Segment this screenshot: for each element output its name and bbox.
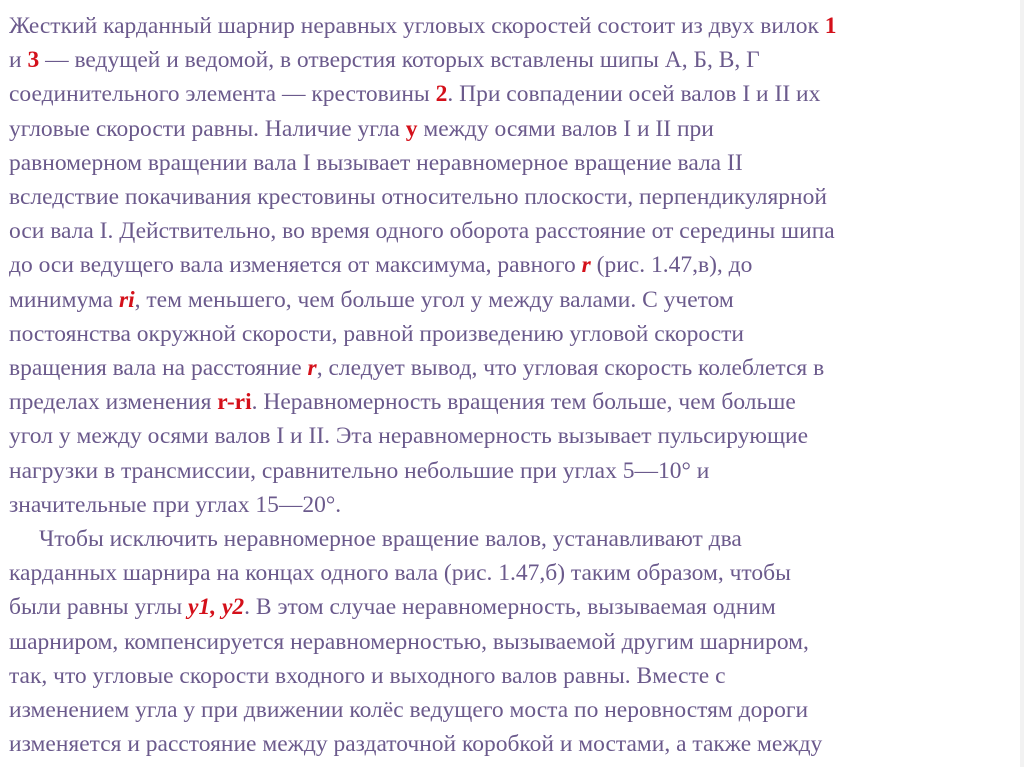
text-run: пределах изменения <box>9 389 218 416</box>
text-run: минимума <box>9 286 119 313</box>
text-run: . При совпадении осей валов I и II их <box>447 81 821 108</box>
text-run: Жесткий карданный шарнир неравных угловых скоростей состоит из двух вилок <box>9 13 825 39</box>
text-run: , тем меньшего, чем больше угол у между валами. С учетом <box>134 286 734 313</box>
text-run: вращения вала на расстояние <box>9 355 308 382</box>
text-run: . Неравномерность вращения тем больше, чем больше <box>251 389 796 416</box>
text-line <box>9 112 1017 146</box>
text-run: . В этом случае неравномерность, вызываемая одним <box>244 594 776 621</box>
text-run: Чтобы исключить неравномерное вращение валов, устанавливают два <box>39 526 742 553</box>
text-run: постоянства окружной скорости, равной произведению угловой скорости <box>9 320 744 347</box>
text-line <box>9 283 1017 317</box>
text-line <box>9 385 1017 419</box>
highlighted-term: 2 <box>435 81 448 108</box>
text-line <box>9 77 1017 111</box>
text-line <box>9 590 1017 624</box>
highlighted-term: 3 <box>27 47 40 74</box>
text-line <box>9 556 1017 590</box>
text-run: оси вала I. Действительно, во время одного оборота расстояние от середины шипа <box>9 218 835 245</box>
text-run: — ведущей и ведомой, в отверстия которых вставлены шипы А, Б, В, Г <box>39 47 760 74</box>
text-run: шарниром, компенсируется неравномерностью, вызываемой другим шарниром, <box>9 628 809 655</box>
text-run: были равны углы <box>9 594 189 621</box>
text-run: вследствие покачивания крестовины относительно плоскости, перпендикулярной <box>9 184 827 211</box>
highlighted-variable: у1, у2 <box>188 594 245 621</box>
text-line <box>9 180 1017 214</box>
text-run: соединительного элемента — крестовины <box>9 81 436 108</box>
text-run: угол у между осями валов I и II. Эта неравномерность вызывает пульсирующие <box>9 423 809 450</box>
paragraph-2 <box>9 522 1017 761</box>
highlighted-term: r-ri <box>217 389 252 416</box>
text-run: изменяется и расстояние между раздаточной коробкой и мостами, а также между <box>9 731 823 758</box>
highlighted-variable: r <box>307 355 317 382</box>
text-run: нагрузки в трансмиссии, сравнительно небольшие при углах 5—10° и <box>9 457 710 484</box>
text-run: карданных шарнира на концах одного вала (рис. 1.47,б) таким образом, чтобы <box>9 560 791 587</box>
slide-right-edge <box>1020 0 1024 767</box>
highlighted-variable: ri <box>118 286 135 313</box>
text-line <box>9 9 1017 43</box>
text-run: равномерном вращении вала I вызывает неравномерное вращение вала II <box>9 149 743 176</box>
text-run: так, что угловые скорости входного и выходного валов равны. Вместе с <box>9 662 726 689</box>
text-line <box>9 693 1017 727</box>
text-line <box>9 317 1017 351</box>
paragraph-1 <box>9 0 1017 522</box>
text-line <box>9 43 1017 77</box>
text-line <box>9 488 1017 522</box>
text-line <box>9 659 1017 693</box>
highlighted-term: 1 <box>824 13 837 39</box>
document-page <box>9 0 1017 767</box>
text-run: значительные при углах 15—20°. <box>9 491 342 518</box>
text-line <box>9 351 1017 385</box>
text-line <box>9 727 1017 761</box>
text-line <box>9 625 1017 659</box>
text-line <box>9 522 1017 556</box>
text-run: (рис. 1.47,в), до <box>590 252 753 279</box>
text-line <box>9 454 1017 488</box>
text-line <box>9 419 1017 453</box>
text-run: до оси ведущего вала изменяется от максимума, равного <box>9 252 582 279</box>
text-line <box>9 214 1017 248</box>
text-line <box>9 248 1017 282</box>
text-run: между осями валов I и II при <box>417 115 714 142</box>
highlighted-term: у <box>405 115 418 142</box>
text-run: и <box>9 47 28 74</box>
text-run: , следует вывод, что угловая скорость колеблется в <box>316 355 825 382</box>
highlighted-variable: r <box>581 252 591 279</box>
text-run: изменением угла у при движении колёс ведущего моста по неровностям дороги <box>9 697 809 724</box>
text-run: угловые скорости равны. Наличие угла <box>9 115 406 142</box>
text-line <box>9 146 1017 180</box>
